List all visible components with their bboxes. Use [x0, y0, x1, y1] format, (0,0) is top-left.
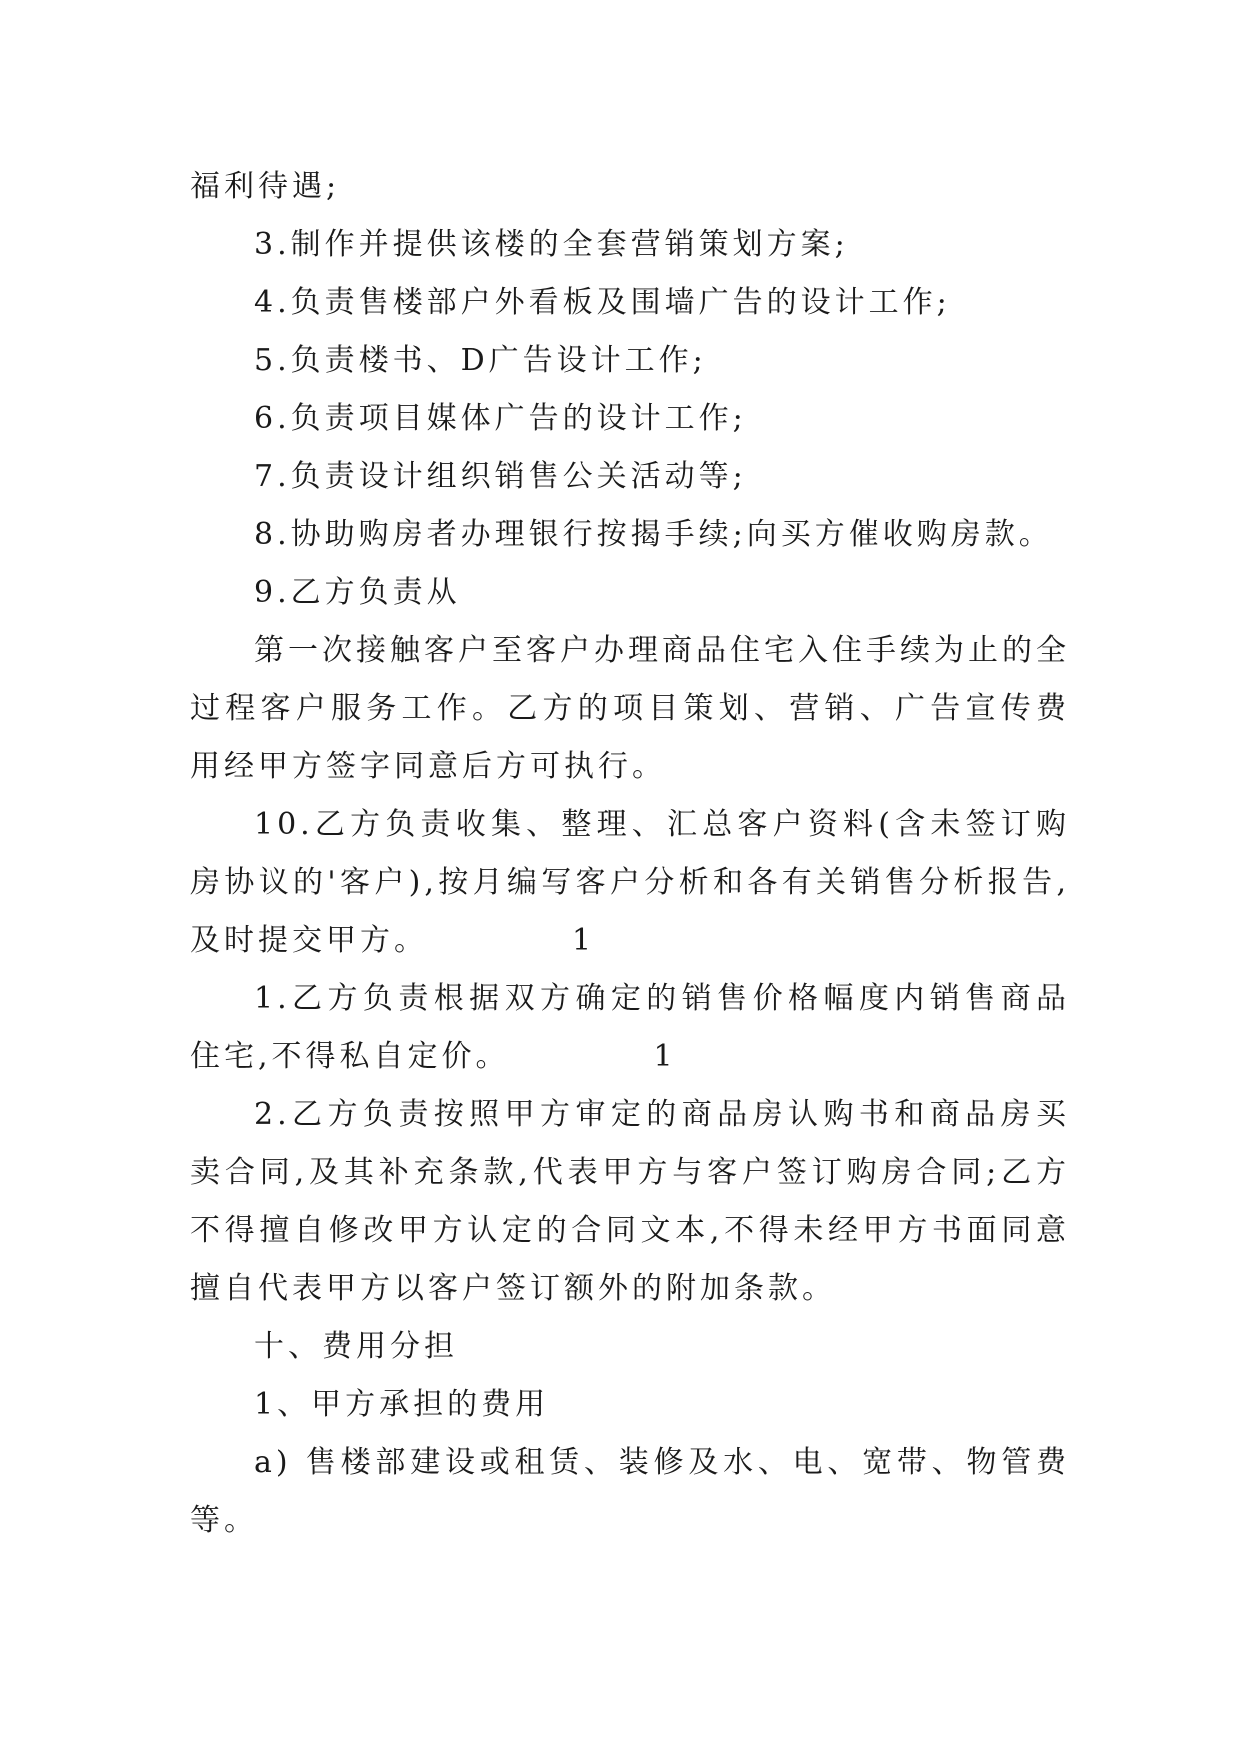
- paragraph-item-11: [190, 970, 1070, 1086]
- subheading-party-a-costs: [190, 1376, 1070, 1434]
- paragraph-text: 1.乙方负责根据双方确定的销售价格幅度内销售商品住宅,不得私自定价。: [190, 981, 1070, 1074]
- paragraph-welfare: [190, 158, 1070, 216]
- paragraph-text: 福利待遇;: [190, 169, 341, 204]
- paragraph-item-9: [190, 564, 1070, 622]
- trailing-number: 1: [653, 1039, 677, 1074]
- document-body: [190, 158, 1070, 1550]
- paragraph-item-3: [190, 216, 1070, 274]
- paragraph-text: 6.负责项目媒体广告的设计工作;: [254, 401, 747, 436]
- paragraph-text: 8.协助购房者办理银行按揭手续;向买方催收购房款。: [254, 517, 1053, 552]
- paragraph-text: 7.负责设计组织销售公关活动等;: [254, 459, 747, 494]
- paragraph-customer-service: [190, 622, 1070, 796]
- paragraph-item-a: [190, 1434, 1070, 1550]
- trailing-number: 1: [572, 923, 596, 958]
- paragraph-text: 2.乙方负责按照甲方审定的商品房认购书和商品房买卖合同,及其补充条款,代表甲方与客户签订购房合同;乙方不得擅自修改甲方认定的合同文本,不得未经甲方书面同意擅自代表甲方以客户签订额外的附加条款。: [190, 1097, 1070, 1306]
- paragraph-item-10: [190, 796, 1070, 970]
- section-heading-cost-sharing: [190, 1318, 1070, 1376]
- paragraph-item-12: [190, 1086, 1070, 1318]
- paragraph-item-4: [190, 274, 1070, 332]
- paragraph-text: 第一次接触客户至客户办理商品住宅入住手续为止的全过程客户服务工作。乙方的项目策划、营销、广告宣传费用经甲方签字同意后方可执行。: [190, 633, 1070, 784]
- paragraph-text: 4.负责售楼部户外看板及围墙广告的设计工作;: [254, 285, 951, 320]
- paragraph-text: 5.负责楼书、D广告设计工作;: [254, 343, 707, 378]
- paragraph-text: 10.乙方负责收集、整理、汇总客户资料(含未签订购房协议的'客户),按月编写客户分析和各有关销售分析报告,及时提交甲方。: [190, 807, 1070, 958]
- paragraph-text: 十、费用分担: [254, 1329, 458, 1364]
- paragraph-text: a) 售楼部建设或租赁、装修及水、电、宽带、物管费等。: [190, 1445, 1070, 1538]
- paragraph-text: 9.乙方负责从: [254, 575, 461, 610]
- paragraph-item-6: [190, 390, 1070, 448]
- paragraph-text: 1、甲方承担的费用: [254, 1387, 550, 1422]
- paragraph-item-7: [190, 448, 1070, 506]
- paragraph-item-5: [190, 332, 1070, 390]
- paragraph-text: 3.制作并提供该楼的全套营销策划方案;: [254, 227, 849, 262]
- paragraph-item-8: [190, 506, 1070, 564]
